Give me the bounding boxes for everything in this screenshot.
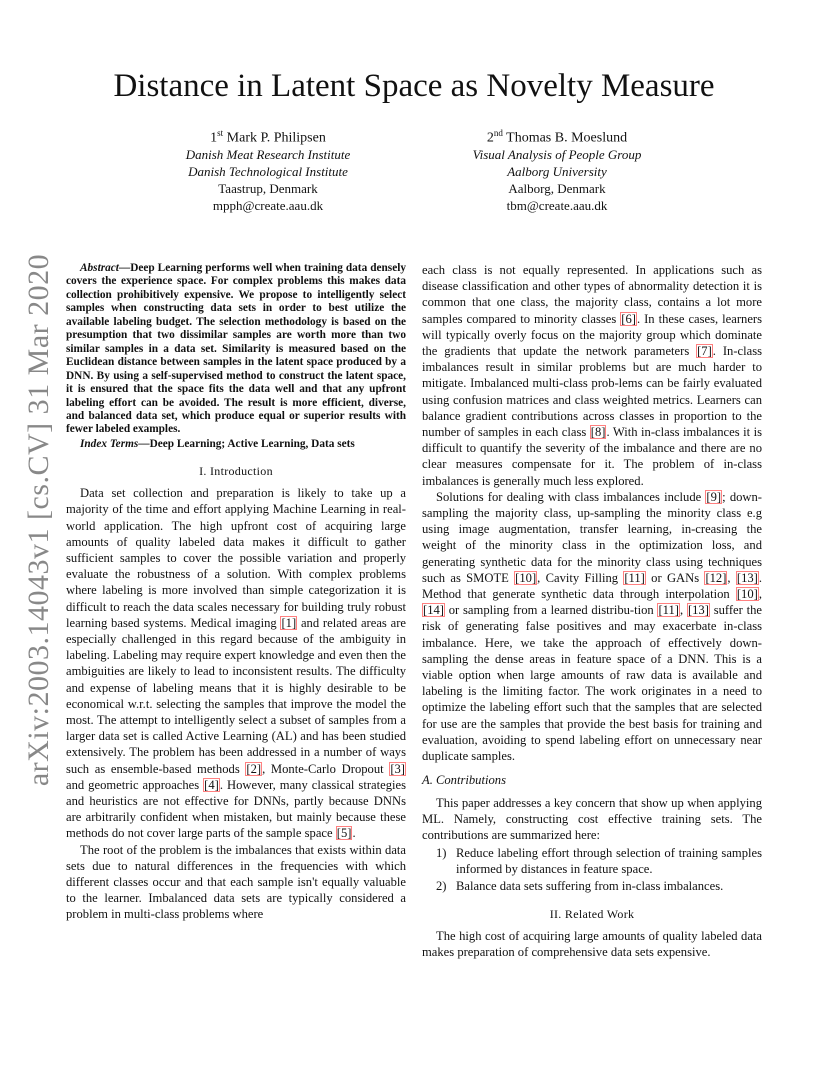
index-terms <box>66 437 406 451</box>
author-location: Aalborg, Denmark <box>508 181 606 197</box>
contributions-intro: This paper addresses a key concern that show up when applying ML. Namely, constructing cost effective training sets. The contributions are summarized here: <box>422 795 762 842</box>
abstract-text: —Deep Learning performs well when training data densely covers the experience space. For complex problems this makes data collection prohibitively expensive. We propose to intelligently select samples when constructing data sets in order to best utilize the available labeling budget. The selection methodology is based on the presumption that two dissimilar samples are worth more than two similar samples in a data set. Similarity is measured based on the Euclidean distance between samples in the latent space produced by a DNN. By using a self-supervised method to construct the latent space, it is ensured that the space fits the data well and that any upfront labeling effort can be avoided. The result is more efficient, diverse, and balanced data set, which produce equal or superior results with fewer labeled examples. <box>66 262 406 436</box>
citation-link[interactable]: [6] <box>621 311 636 326</box>
author-affiliation: Danish Technological Institute <box>188 164 348 180</box>
related-paragraph-1: The high cost of acquiring large amounts of quality labeled data makes preparation of comprehensive data sets expensive. <box>422 928 762 960</box>
author-rank-suffix: nd <box>493 128 503 138</box>
list-item-number: 2) <box>436 878 447 893</box>
citation-link[interactable]: [7] <box>697 344 712 359</box>
author-location: Taastrup, Denmark <box>218 181 318 197</box>
citation-link[interactable]: [3] <box>390 761 405 776</box>
text-run: . With in-class imbalances it is difficult to quantify the severity of the imbalance and there are no clear measures compensate for it. The problem of in-class imbalances is generally much less explored. <box>422 425 762 488</box>
author-affiliation: Visual Analysis of People Group <box>472 147 642 163</box>
author-affiliation: Aalborg University <box>507 164 607 180</box>
right-paragraph-2 <box>422 489 762 764</box>
citation-link[interactable]: [9] <box>706 489 722 504</box>
text-run: . Method that generate synthetic data through interpolation <box>422 570 763 602</box>
section-heading-related-work: II. Related Work <box>549 906 635 921</box>
citation-link[interactable]: [10] <box>515 570 537 585</box>
author-name: Thomas B. Moeslund <box>506 130 628 146</box>
intro-paragraph-1 <box>66 485 406 841</box>
text-run: . In-class imbalances result in similar problems but are much harder to mitigate. Imbalanced multi-class prob-lems can be fairly evaluated using confusion matrices and class weighted metrics. Learners can balance gradient contributions across classes in proportion to the number of samples in each class <box>422 344 762 440</box>
right-column <box>422 262 762 960</box>
left-column <box>66 262 406 923</box>
abstract-label: Abstract <box>80 262 119 274</box>
text-run: or sampling from a learned distribu-tion <box>444 603 658 618</box>
text-run: each class is not equally represented. In applications such as disease classification and other types of abnormality detection it is common that one class, the majority class, contains a lot more samples compared to minority classes <box>422 263 762 326</box>
list-item-text: Balance data sets suffering from in-class imbalances. <box>456 878 724 893</box>
author-rank: 1 <box>210 130 218 146</box>
arxiv-id: arXiv:2003.14043v1 [cs.CV] 31 Mar 2020 <box>22 253 55 787</box>
text-run: , Monte-Carlo Dropout <box>262 761 390 776</box>
index-terms-label: Index Terms <box>80 437 139 450</box>
text-run: Data set collection and preparation is likely to take up a majority of the time and effort applying Machine Learning in real-world application. The high upfront cost of acquiring large amounts of quality labeled data makes it difficult to gather sufficient samples to cover the possible variation and properly evaluate the robustness of a solution. With complex problems where labeling is more involved than simple categorization it is difficult to reach the data scales necessary for building truly robust learning based systems. Medical imaging <box>66 486 406 630</box>
citation-link[interactable]: [4] <box>204 777 219 792</box>
list-item <box>422 878 762 894</box>
section-heading-introduction: I. Introduction <box>199 463 273 478</box>
text-run: and related areas are especially challenged in this regard because of the ambiguity in labeling. Labeling may require expert knowledge and even then the ambiguities are likely to lead to inconsistent results. The difficulty and expense of labeling means that it is highly desirable to be economical w.r.t. selecting the samples that improve the model the most. The attempt to intelligently select a subset of samples from a larger data set is called Active Learning (AL) and has been studied extensively. The problem has been addressed in a number of ways such as ensemble-based methods <box>66 615 406 776</box>
author-name: Mark P. Philipsen <box>226 130 326 146</box>
text-run: , <box>680 603 687 618</box>
citation-link[interactable]: [2] <box>246 761 262 776</box>
citation-link[interactable]: [5] <box>336 826 352 841</box>
abstract <box>66 262 406 437</box>
text-run: , <box>727 570 736 585</box>
citation-link[interactable]: [11] <box>658 603 679 618</box>
list-item-text: Reduce labeling effort through selection of training samples informed by distances in feature space. <box>456 846 762 877</box>
author-rank-suffix: st <box>217 128 224 138</box>
author-block-2 <box>407 125 707 215</box>
text-run: . However, many classical strategies and heuristics are not effective for DNNs, partly because DNNs are arbitrarily confident when mistaken, but mainly because these methods do not cover large parts of the sample space <box>66 777 406 841</box>
text-run: ; down-sampling the majority class, up-sampling the minority class e.g using image augmentation, transfer learning, in-creasing the weight of the minority class in the optimization loss, and generating synthetic data for the minority class using techniques such as SMOTE <box>422 489 763 585</box>
citation-link[interactable]: [1] <box>281 615 297 630</box>
contributions-list <box>422 845 762 894</box>
text-run: Solutions for dealing with class imbalances include <box>436 489 706 504</box>
arxiv-sidebar-stamp <box>14 253 64 787</box>
citation-link[interactable]: [11] <box>624 570 645 585</box>
right-paragraph-1 <box>422 262 762 489</box>
subsection-heading-contributions: A. Contributions <box>422 773 506 788</box>
author-block-1 <box>118 125 418 215</box>
citation-link[interactable]: [13] <box>736 570 758 585</box>
list-item <box>422 845 762 877</box>
paper-title: Distance in Latent Space as Novelty Measure <box>113 68 715 104</box>
citation-link[interactable]: [13] <box>687 603 709 618</box>
author-affiliation: Danish Meat Research Institute <box>185 147 351 163</box>
author-email: mpph@create.aau.dk <box>212 197 324 213</box>
intro-paragraph-2: The root of the problem is the imbalances that exists within data sets due to natural differences in the frequencies with which different classes occur and that each sample isn't equally valuable to the learner. Imbalanced data sets are typically considered a problem in multi-class problems where <box>66 842 406 922</box>
index-terms-text: —Deep Learning; Active Learning, Data sets <box>138 437 355 450</box>
text-run: suffer the risk of generating false positives and may exacerbate in-class imbalance. Here, we take the approach of effectively down-sampling the dense areas in feature space of a DNN. This is a viable option when large amounts of raw data is available and labeling is the limiting factor. The work originates in a need to optimize the labeling effort such that the samples that are selected for use are the samples that provide the best basis for training and evaluation, avoiding to spend labeling effort on unnecessary near duplicate samples. <box>422 603 763 764</box>
text-run: . <box>352 826 356 841</box>
citation-link[interactable]: [14] <box>423 603 444 618</box>
citation-link[interactable]: [12] <box>705 570 727 585</box>
text-run: or GANs <box>645 570 705 585</box>
text-run: . In these cases, learners will typically overly focus on the majority group which dominate the gradients that update the network parameters <box>422 311 763 359</box>
author-rank: 2 <box>486 130 494 146</box>
citation-link[interactable]: [10] <box>736 587 758 602</box>
text-run: and geometric approaches <box>66 777 204 792</box>
author-email: tbm@create.aau.dk <box>506 197 608 213</box>
text-run: , Cavity Filling <box>537 570 624 585</box>
text-run: , <box>758 587 762 602</box>
list-item-number: 1) <box>436 846 447 861</box>
citation-link[interactable]: [8] <box>590 425 606 440</box>
